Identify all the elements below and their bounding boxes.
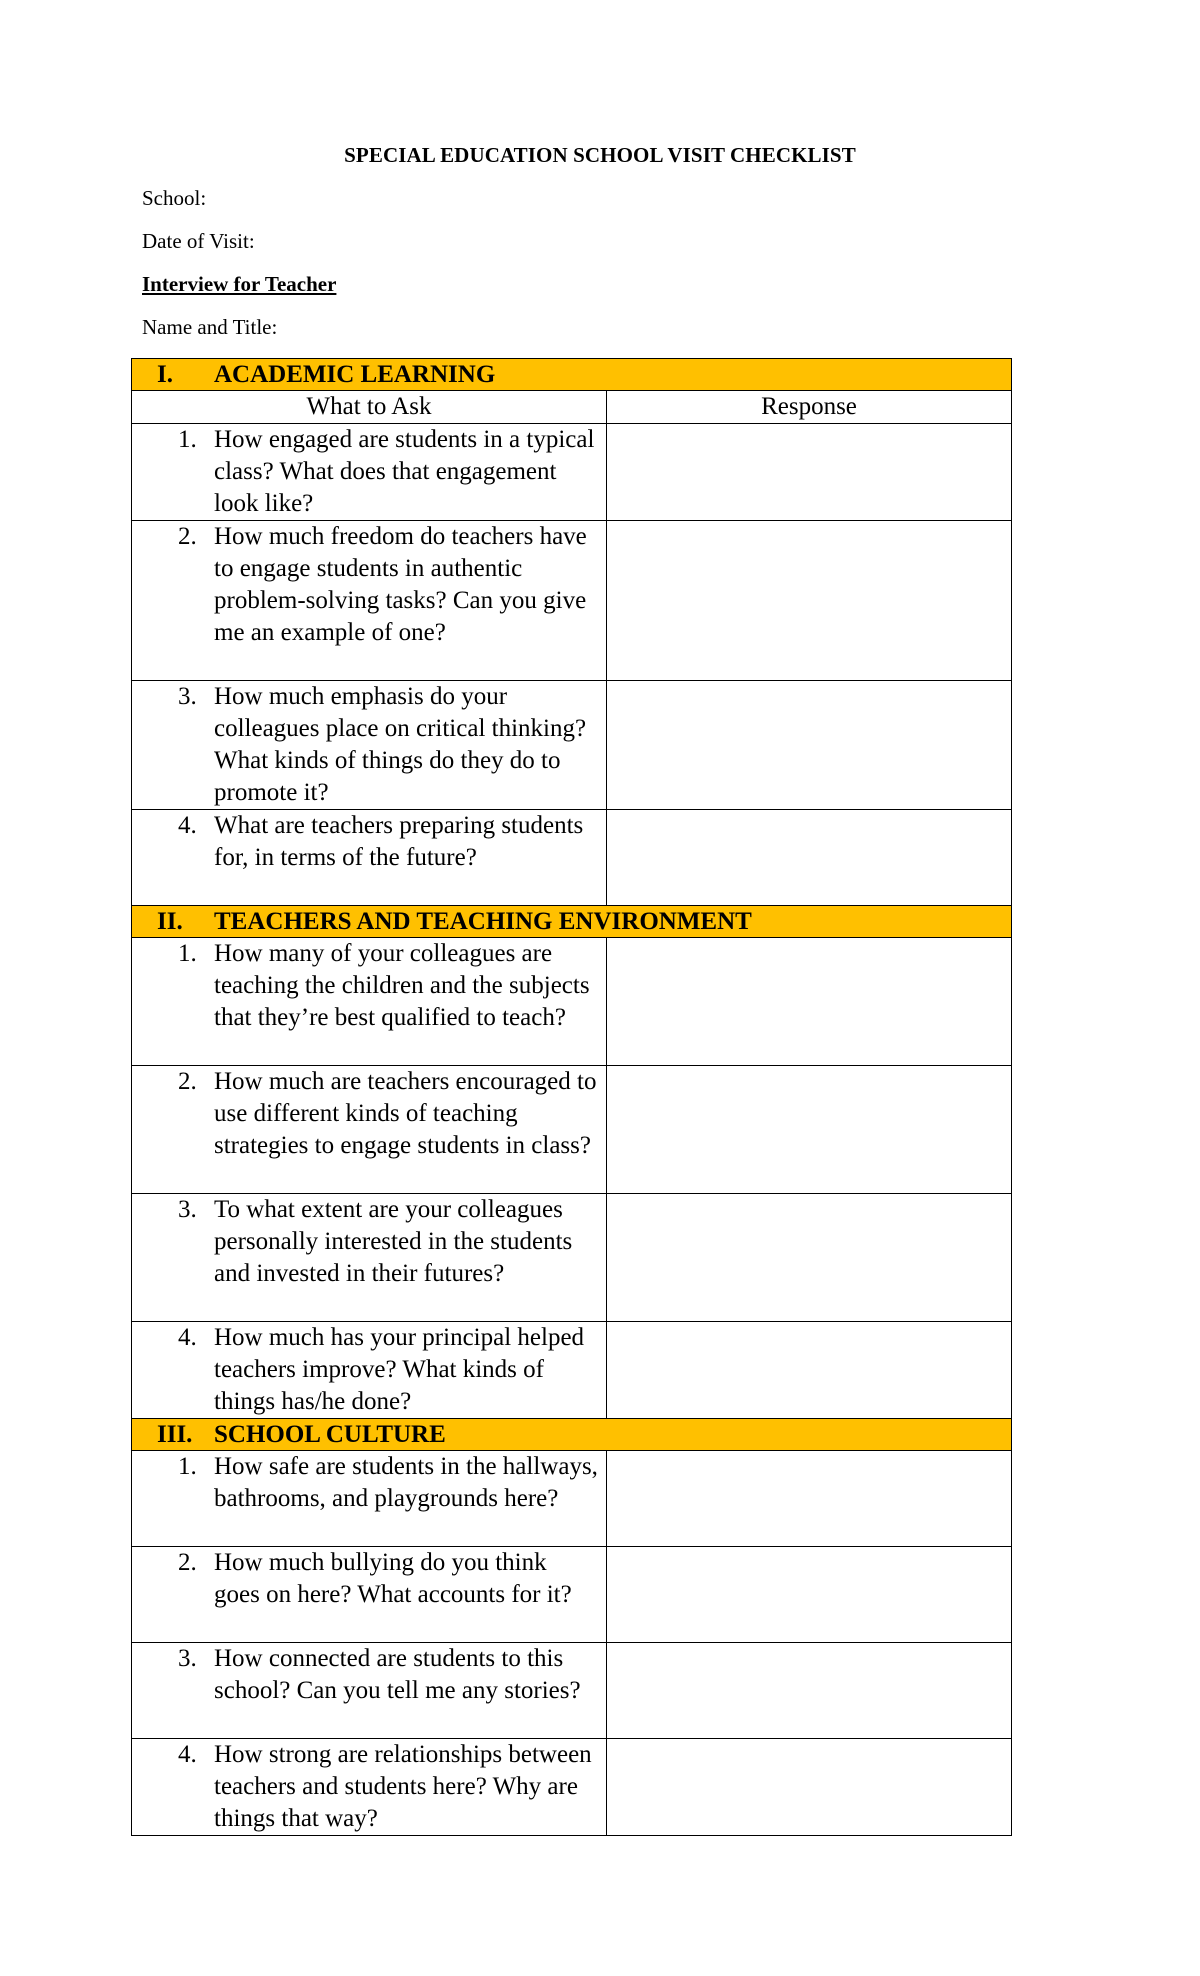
- question-number: 3.: [178, 1645, 197, 1672]
- question-text: What are teachers preparing students for, in terms of the future?: [214, 812, 584, 871]
- question-row: [132, 1643, 1012, 1739]
- question-row: [132, 1547, 1012, 1643]
- section-numeral: II.: [157, 908, 183, 935]
- section-row-school-culture: [132, 1419, 1012, 1451]
- question-text: How much has your principal helped teachers improve? What kinds of things has/he done?: [214, 1324, 585, 1415]
- document-title: SPECIAL EDUCATION SCHOOL VISIT CHECKLIST: [344, 143, 856, 167]
- question-text: To what extent are your colleagues personally interested in the students and invested in their futures?: [214, 1196, 573, 1287]
- question-row: [132, 938, 1012, 1066]
- question-text: How much freedom do teachers have to engage students in authentic problem-solving tasks? Can you give me an example of one?: [214, 523, 587, 646]
- response-cell[interactable]: [607, 424, 1012, 521]
- question-number: 2.: [178, 1068, 197, 1095]
- response-cell[interactable]: [607, 1194, 1012, 1322]
- section-title: TEACHERS AND TEACHING ENVIRONMENT: [214, 908, 752, 935]
- question-text: How connected are students to this school? Can you tell me any stories?: [214, 1645, 581, 1704]
- section-numeral: I.: [157, 361, 173, 388]
- response-cell[interactable]: [607, 1547, 1012, 1643]
- question-text: How many of your colleagues are teaching the children and the subjects that they’re best qualified to teach?: [214, 940, 590, 1031]
- question-row: [132, 1451, 1012, 1547]
- section-row-academic-learning: [132, 359, 1012, 391]
- response-cell[interactable]: [607, 1739, 1012, 1836]
- question-text: How much are teachers encouraged to use different kinds of teaching strategies to engage students in class?: [214, 1068, 597, 1159]
- question-row: [132, 810, 1012, 906]
- response-cell[interactable]: [607, 1066, 1012, 1194]
- question-number: 1.: [178, 1453, 197, 1480]
- question-row: [132, 1194, 1012, 1322]
- question-row: [132, 1322, 1012, 1419]
- name-and-title-label: Name and Title:: [142, 315, 278, 339]
- question-text: How strong are relationships between teachers and students here? Why are things that way?: [214, 1741, 592, 1832]
- response-cell[interactable]: [607, 1451, 1012, 1547]
- question-row: [132, 521, 1012, 681]
- question-number: 1.: [178, 940, 197, 967]
- section-title: SCHOOL CULTURE: [214, 1421, 446, 1448]
- question-number: 3.: [178, 683, 197, 710]
- response-cell[interactable]: [607, 810, 1012, 906]
- response-cell[interactable]: [607, 681, 1012, 810]
- section-title: ACADEMIC LEARNING: [214, 361, 496, 388]
- question-text: How much bullying do you think goes on here? What accounts for it?: [214, 1549, 572, 1608]
- question-number: 1.: [178, 426, 197, 453]
- table-header-row: [132, 391, 1012, 424]
- header-what-to-ask: What to Ask: [132, 391, 607, 424]
- section-row-teachers-and-teaching-environment: [132, 906, 1012, 938]
- question-number: 2.: [178, 1549, 197, 1576]
- question-text: How safe are students in the hallways, bathrooms, and playgrounds here?: [214, 1453, 598, 1512]
- header-response: Response: [607, 391, 1012, 424]
- response-cell[interactable]: [607, 1322, 1012, 1419]
- question-number: 2.: [178, 523, 197, 550]
- response-cell[interactable]: [607, 1643, 1012, 1739]
- question-row: [132, 1066, 1012, 1194]
- question-row: [132, 424, 1012, 521]
- section-numeral: III.: [157, 1421, 193, 1448]
- question-row: [132, 681, 1012, 810]
- date-of-visit-label: Date of Visit:: [142, 229, 255, 253]
- school-label: School:: [142, 186, 207, 210]
- interview-heading: Interview for Teacher: [142, 272, 337, 296]
- question-text: How engaged are students in a typical class? What does that engagement look like?: [214, 426, 595, 517]
- response-cell[interactable]: [607, 938, 1012, 1066]
- question-text: How much emphasis do your colleagues place on critical thinking? What kinds of things do they do to promote it?: [214, 683, 587, 806]
- question-number: 3.: [178, 1196, 197, 1223]
- question-number: 4.: [178, 812, 197, 839]
- response-cell[interactable]: [607, 521, 1012, 681]
- question-row: [132, 1739, 1012, 1836]
- question-number: 4.: [178, 1324, 197, 1351]
- question-number: 4.: [178, 1741, 197, 1768]
- checklist-table: [131, 358, 1012, 1836]
